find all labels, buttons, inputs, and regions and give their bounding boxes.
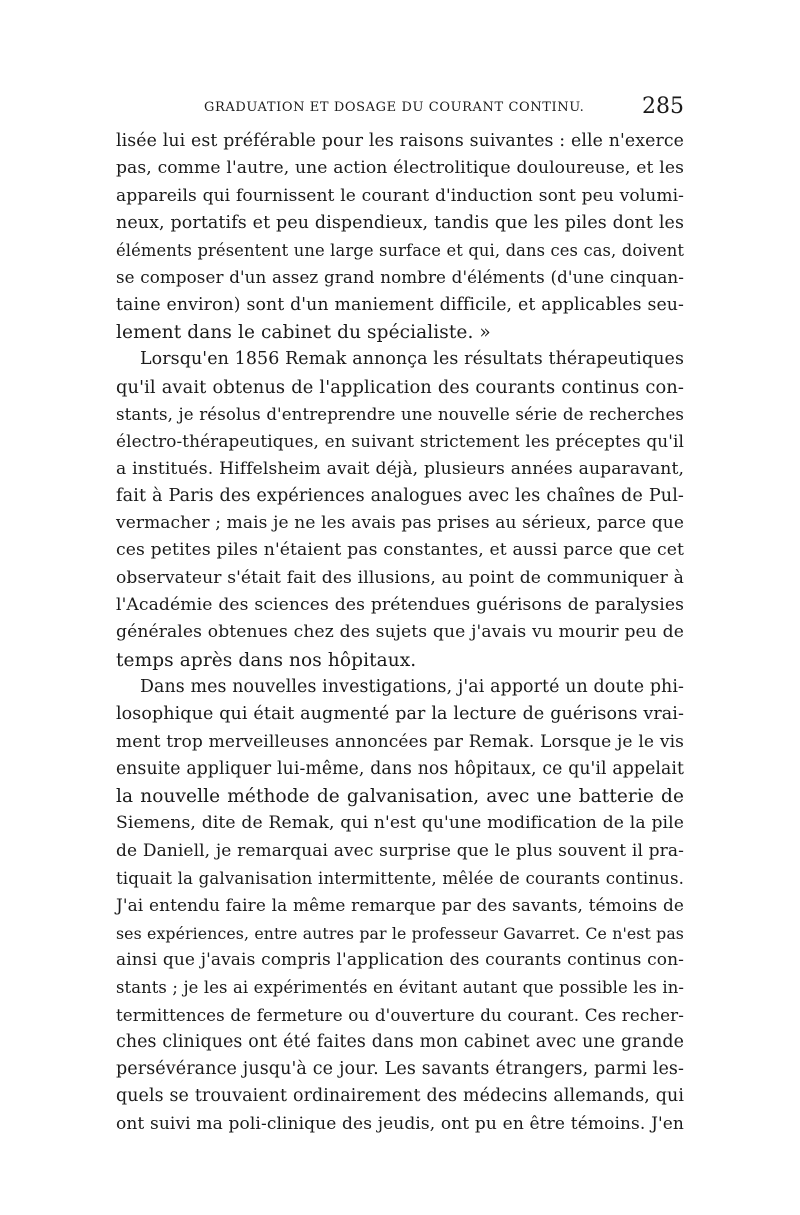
text-line: Dans mes nouvelles investigations, j'ai apporté un doute phi- [140, 676, 684, 697]
text-line: termittences de fermeture ou d'ouverture du courant. Ces recher- [116, 1004, 684, 1025]
text-line: temps après dans nos hôpitaux. [116, 649, 417, 671]
text-line: ensuite appliquer lui-même, dans nos hôpitaux, ce qu'il appelait [116, 758, 684, 779]
running-header [116, 94, 684, 124]
text-line: taine environ) sont d'un maniement difficile, et applicables seu- [116, 294, 684, 315]
text-line: se composer d'un assez grand nombre d'éléments (d'une cinquan- [116, 267, 684, 288]
text-line: stants ; je les ai expérimentés en évitant autant que possible les in- [116, 978, 684, 998]
text-line: électro-thérapeutiques, en suivant strictement les préceptes qu'il [116, 431, 684, 452]
text-line: générales obtenues chez des sujets que j'avais vu mourir peu de [116, 622, 684, 643]
text-line: lisée lui est préférable pour les raisons suivantes : elle n'exerce [116, 131, 684, 151]
text-line: ment trop merveilleuses annoncées par Remak. Lorsque je le vis [116, 731, 684, 752]
text-line: Lorsqu'en 1856 Remak annonça les résultats thérapeutiques [140, 349, 684, 370]
text-line: pas, comme l'autre, une action électrolitique douloureuse, et les [116, 158, 684, 179]
text-line: l'Académie des sciences des prétendues guérisons de paralysies [116, 595, 684, 616]
text-line: ches cliniques ont été faites dans mon cabinet avec une grande [116, 1031, 684, 1052]
text-line: a institués. Hiffelsheim avait déjà, plusieurs années auparavant, [116, 458, 684, 479]
text-line: losophique qui était augmenté par la lecture de guérisons vrai- [116, 704, 684, 725]
text-line: la nouvelle méthode de galvanisation, avec une batterie de [116, 786, 684, 808]
text-line: appareils qui fournissent le courant d'induction sont peu volumi- [116, 185, 684, 206]
page-number: 285 [642, 94, 684, 119]
text-line: vermacher ; mais je ne les avais pas prises au sérieux, parce que [116, 513, 684, 534]
text-line: ainsi que j'avais compris l'application des courants continus con- [116, 949, 684, 970]
text-line: fait à Paris des expériences analogues avec les chaînes de Pul- [116, 485, 684, 506]
text-line: ses expériences, entre autres par le professeur Gavarret. Ce n'est pas [116, 923, 684, 943]
body-text [116, 128, 684, 1138]
text-line: éléments présentent une large surface et qui, dans ces cas, doivent [116, 241, 684, 261]
text-line: quels se trouvaient ordinairement des médecins allemands, qui [116, 1086, 684, 1107]
text-line: de Daniell, je remarquai avec surprise que le plus souvent il pra- [116, 840, 684, 861]
text-line: persévérance jusqu'à ce jour. Les savants étrangers, parmi les- [116, 1059, 684, 1080]
text-line: qu'il avait obtenus de l'application des courants continus con- [116, 376, 684, 398]
text-line: ont suivi ma poli-clinique des jeudis, ont pu en être témoins. J'en [116, 1113, 684, 1134]
text-line: neux, portatifs et peu dispendieux, tandis que les piles dont les [116, 212, 684, 233]
text-line: ces petites piles n'étaient pas constantes, et aussi parce que cet [116, 540, 684, 561]
text-line: stants, je résolus d'entreprendre une nouvelle série de recherches [116, 404, 684, 424]
text-line: observateur s'était fait des illusions, au point de communiquer à [116, 567, 684, 588]
running-title: GRADUATION ET DOSAGE DU COURANT CONTINU. [204, 100, 585, 115]
text-line: tiquait la galvanisation intermittente, mêlée de courants continus. [116, 869, 684, 889]
text-line: J'ai entendu faire la même remarque par des savants, témoins de [116, 895, 684, 916]
text-line: Siemens, dite de Remak, qui n'est qu'une modification de la pile [116, 813, 684, 834]
text-line: lement dans le cabinet du spécialiste. » [116, 322, 491, 344]
